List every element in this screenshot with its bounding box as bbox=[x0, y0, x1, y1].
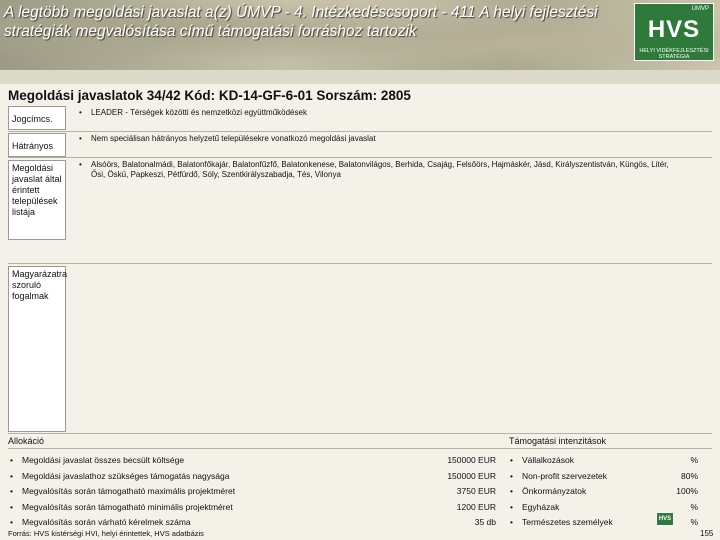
logo-sub-text: HELYI VIDÉKFEJLESZTÉSI STRATÉGIA bbox=[639, 48, 709, 60]
divider bbox=[8, 263, 712, 264]
page-number: 155 bbox=[700, 529, 714, 538]
header-banner bbox=[0, 0, 720, 70]
intensity-item-label: Non-profit szervezetek bbox=[522, 470, 608, 481]
allocation-item-value: 150000 EUR bbox=[447, 470, 496, 481]
bullet: • bbox=[79, 108, 82, 117]
bullet: • bbox=[510, 455, 513, 465]
intensity-item-label: Természetes személyek bbox=[522, 517, 613, 527]
bullet: • bbox=[79, 160, 82, 169]
header-title: A legtöbb megoldási javaslat a(z) ÚMVP - 4. Intézkedéscsoport - 411 A helyi fejlesztési stratégiák megvalósítása című támogatási forráshoz tartozik bbox=[4, 4, 598, 40]
allocation-label: Allokáció bbox=[8, 436, 45, 446]
divider bbox=[8, 448, 712, 449]
intensity-item-label: Önkormányzatok bbox=[522, 486, 587, 496]
intensity-label: Támogatási intenzitások bbox=[509, 436, 607, 446]
logo-top-text: ÚMVP bbox=[691, 6, 709, 12]
allocation-item-label: Megvalósítás során támogatható minimális projektméret bbox=[22, 501, 233, 512]
allocation-item-value: 3750 EUR bbox=[456, 486, 496, 496]
allocation-item-value: 150000 EUR bbox=[447, 455, 496, 465]
intensity-item-value: % bbox=[690, 517, 698, 527]
intensity-item-value: % bbox=[690, 455, 698, 465]
divider bbox=[8, 131, 712, 132]
allocation-item bbox=[8, 501, 496, 517]
bullet: • bbox=[79, 134, 82, 143]
bullet: • bbox=[510, 501, 513, 512]
row-telepulesek-text: Alsóörs, Balatonalmádi, Balatonfőkajár, Balatonfűzfő, Balatonkenese, Balatonvilágos, Berhida, Csajág, Felsőörs, Hajmáskér, Jásd, Királyszentistván, Küngös, Litér, Ősi, Öskü, Papkeszi, Pétfürdő, Sóly, Szentkirályszabadja, Tés, Vilonya bbox=[91, 160, 669, 179]
hvs-mini-logo: HVS bbox=[656, 512, 674, 526]
intensity-item-label: Egyházak bbox=[522, 501, 560, 512]
bullet: • bbox=[510, 486, 513, 496]
intensity-item bbox=[508, 485, 698, 501]
row-hatranyos bbox=[79, 134, 679, 144]
allocation-list bbox=[8, 454, 496, 532]
allocation-item-label: Megoldási javaslathoz szükséges támogatás nagysága bbox=[22, 470, 230, 481]
intensity-item-value: % bbox=[690, 501, 698, 512]
allocation-item bbox=[8, 454, 496, 470]
intensity-item-label: Vállalkozások bbox=[522, 455, 574, 465]
label-hatranyos: Hátrányos bbox=[8, 133, 66, 157]
source-note: Forrás: HVS kistérségi HVI, helyi érintettek, HVS adatbázis bbox=[8, 529, 204, 538]
intensity-item bbox=[508, 470, 698, 486]
row-hatranyos-text: Nem speciálisan hátrányos helyzetű településekre vonatkozó megoldási javaslat bbox=[91, 134, 376, 143]
bullet: • bbox=[510, 517, 513, 527]
label-telepulesek: Megoldási javaslat által érintett települések listája bbox=[8, 160, 66, 240]
row-telepulesek bbox=[79, 160, 679, 180]
allocation-item-label: Megvalósítás során támogatható maximális projektméret bbox=[22, 486, 236, 496]
header-band bbox=[0, 70, 720, 84]
bullet: • bbox=[510, 470, 513, 481]
allocation-item bbox=[8, 485, 496, 501]
divider bbox=[8, 433, 712, 434]
bullet: • bbox=[10, 517, 13, 527]
page-title: Megoldási javaslatok 34/42 Kód: KD-14-GF-6-01 Sorszám: 2805 bbox=[8, 88, 411, 103]
label-fogalmak: Magyarázatra szoruló fogalmak bbox=[8, 266, 66, 432]
allocation-item bbox=[8, 470, 496, 486]
intensity-item bbox=[508, 454, 698, 470]
row-jogcimcs-text: LEADER - Térségek közötti és nemzetközi együttműködések bbox=[91, 108, 307, 117]
bullet: • bbox=[10, 470, 13, 481]
allocation-item-value: 35 db bbox=[474, 517, 496, 527]
logo-main-text: HVS bbox=[647, 16, 701, 43]
label-jogcimcs: Jogcímcs. bbox=[8, 106, 66, 130]
bullet: • bbox=[10, 455, 13, 465]
bullet: • bbox=[10, 486, 13, 496]
hvs-logo bbox=[634, 3, 714, 61]
allocation-item-value: 1200 EUR bbox=[456, 501, 496, 512]
divider bbox=[8, 157, 712, 158]
bullet: • bbox=[10, 501, 13, 512]
intensity-item-value: 100% bbox=[676, 486, 698, 496]
allocation-item-label: Megoldási javaslat összes becsült költsége bbox=[22, 455, 185, 465]
intensity-item-value: 80% bbox=[680, 470, 698, 481]
row-jogcimcs bbox=[79, 108, 679, 118]
allocation-item-label: Megvalósítás során várható kérelmek száma bbox=[22, 517, 191, 527]
